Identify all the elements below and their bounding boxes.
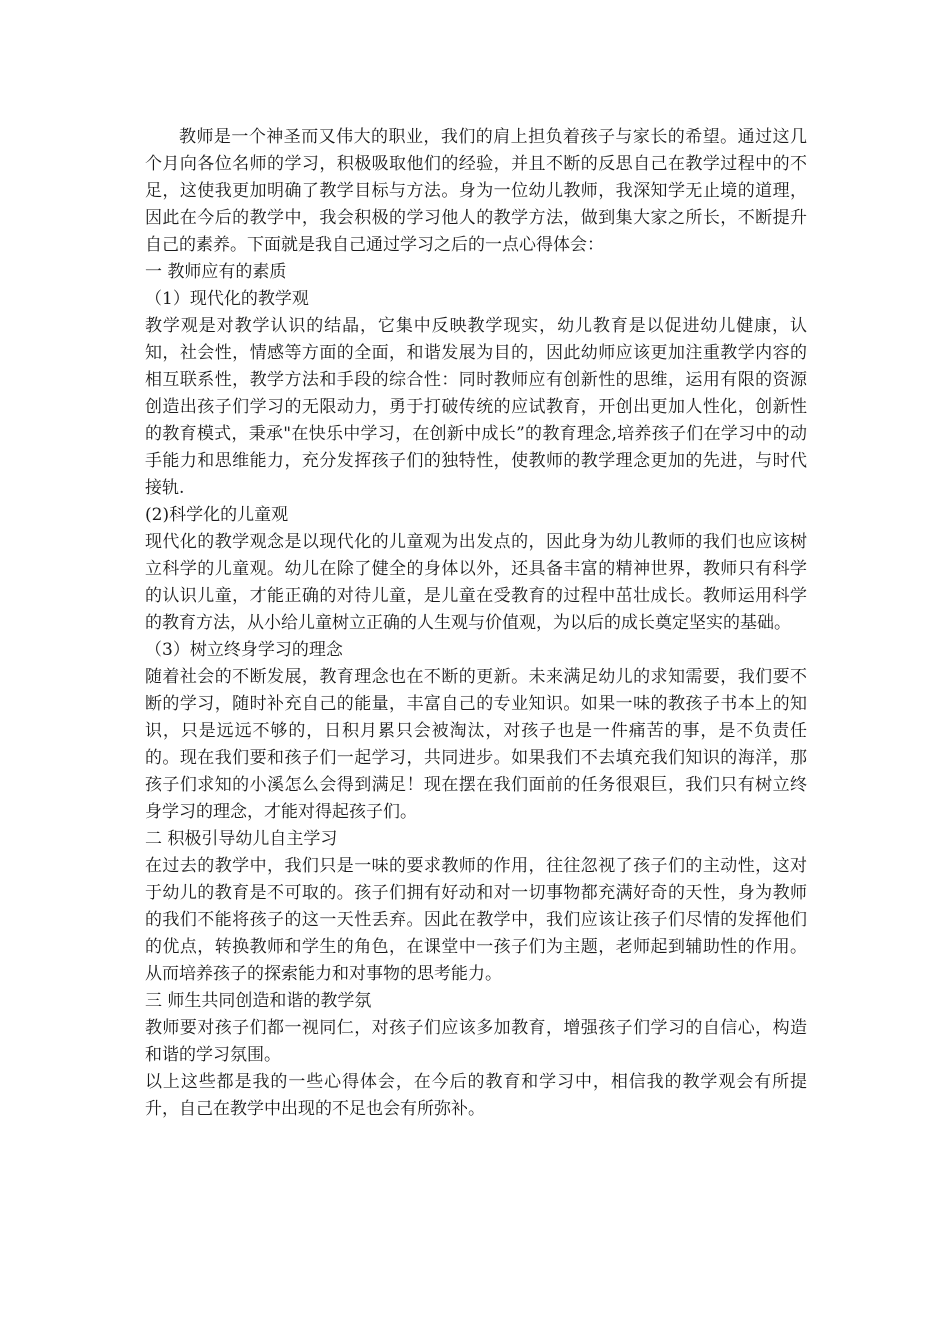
- subsection-3-heading: （3）树立终身学习的理念: [145, 640, 343, 660]
- document-body: [145, 124, 807, 1123]
- section-2-heading: 二 积极引导幼儿自主学习: [145, 829, 338, 849]
- section-3-paragraph: 教师要对孩子们都一视同仁，对孩子们应该多加教育，增强孩子们学习的自信心，构造和谐的学习氛围。: [145, 1018, 807, 1065]
- conclusion-paragraph: 以上这些都是我的一些心得体会，在今后的教育和学习中，相信我的教学观会有所提升，自己在教学中出现的不足也会有所弥补。: [145, 1072, 807, 1119]
- subsection-2-heading: (2)科学化的儿童观: [145, 505, 289, 525]
- section-2-paragraph: 在过去的教学中，我们只是一味的要求教师的作用，往往忽视了孩子们的主动性，这对于幼儿的教育是不可取的。孩子们拥有好动和对一切事物都充满好奇的天性，身为教师的我们不能将孩子的这一天性丢弃。因此在教学中，我们应该让孩子们尽情的发挥他们的优点，转换教师和学生的角色，在课堂中一孩子们为主题，老师起到辅助性的作用。从而培养孩子的探索能力和对事物的思考能力。: [145, 856, 807, 984]
- subsection-1-paragraph: 教学观是对教学认识的结晶，它集中反映教学现实，幼儿教育是以促进幼儿健康，认知，社会性，情感等方面的全面，和谐发展为目的，因此幼师应该更加注重教学内容的相互联系性，教学方法和手段的综合性：同时教师应有创新性的思维，运用有限的资源创造出孩子们学习的无限动力，勇于打破传统的应试教育，开创出更加人性化，创新性的教育模式，秉承"在快乐中学习，在创新中成长”的教育理念,培养孩子们在学习中的动手能力和思维能力，充分发挥孩子们的独特性，使教师的教学理念更加的先进，与时代接轨.: [145, 316, 807, 498]
- section-3-heading: 三 师生共同创造和谐的教学氛: [145, 991, 372, 1011]
- section-1-heading: 一 教师应有的素质: [145, 262, 287, 282]
- subsection-1-heading: （1）现代化的教学观: [145, 289, 309, 309]
- subsection-3-paragraph: 随着社会的不断发展，教育理念也在不断的更新。未来满足幼儿的求知需要，我们要不断的学习，随时补充自己的能量，丰富自己的专业知识。如果一味的教孩子书本上的知识，只是远远不够的，日积月累只会被淘汰，对孩子也是一件痛苦的事，是不负责任的。现在我们要和孩子们一起学习，共同进步。如果我们不去填充我们知识的海洋，那孩子们求知的小溪怎么会得到满足！现在摆在我们面前的任务很艰巨，我们只有树立终身学习的理念，才能对得起孩子们。: [145, 667, 807, 822]
- subsection-2-paragraph: 现代化的教学观念是以现代化的儿童观为出发点的，因此身为幼儿教师的我们也应该树立科学的儿童观。幼儿在除了健全的身体以外，还具备丰富的精神世界，教师只有科学的认识儿童，才能正确的对待儿童，是儿童在受教育的过程中茁壮成长。教师运用科学的教育方法，从小给儿童树立正确的人生观与价值观，为以后的成长奠定坚实的基础。: [145, 532, 807, 633]
- intro-paragraph: 教师是一个神圣而又伟大的职业，我们的肩上担负着孩子与家长的希望。通过这几个月向各位名师的学习，积极吸取他们的经验，并且不断的反思自己在教学过程中的不足，这使我更加明确了教学目标与方法。身为一位幼儿教师，我深知学无止境的道理，因此在今后的教学中，我会积极的学习他人的教学方法，做到集大家之所长，不断提升自己的素养。下面就是我自己通过学习之后的一点心得体会：: [145, 127, 807, 255]
